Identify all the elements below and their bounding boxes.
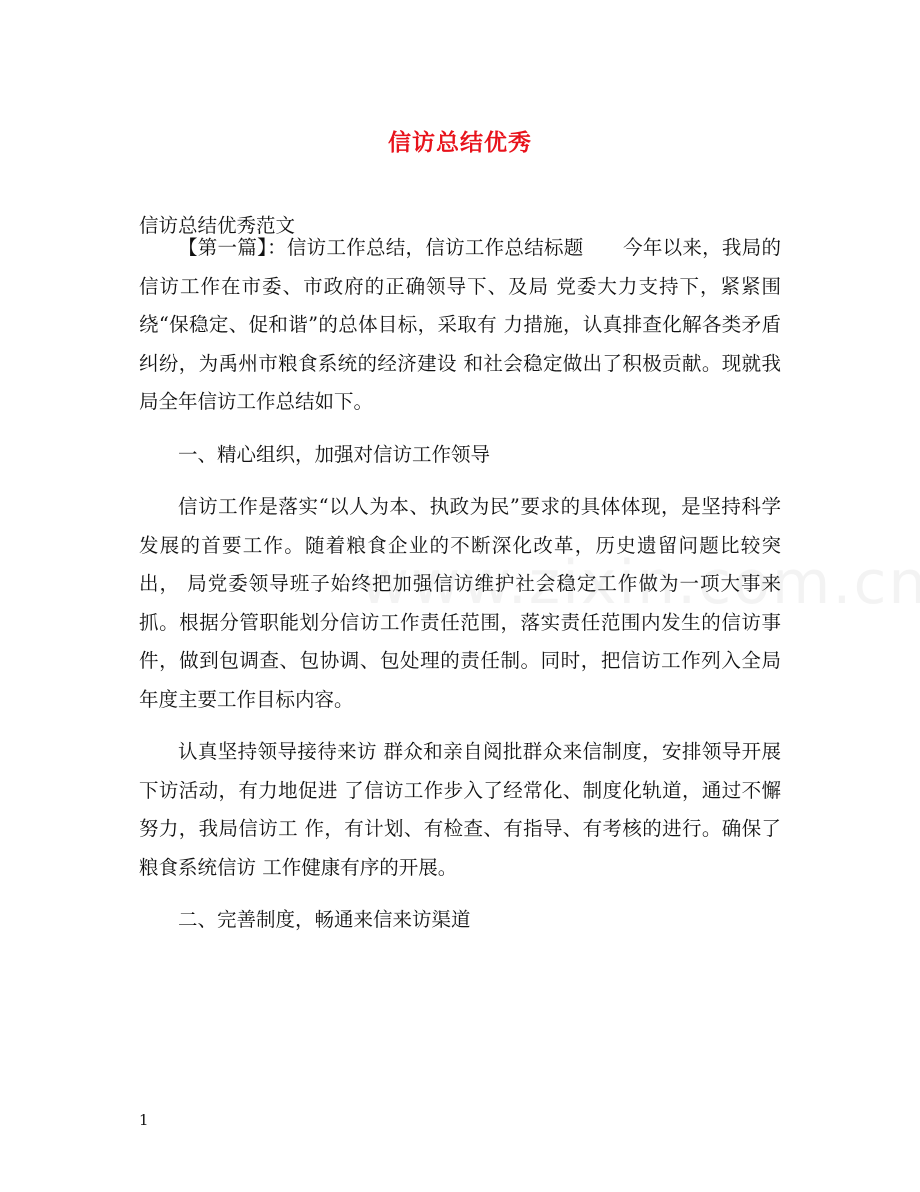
page-number: 1 — [139, 1111, 149, 1129]
document-body — [139, 229, 781, 940]
paragraph-intro: 【第一篇】：信访工作总结，信访工作总结标题 今年以来，我局的信访工作在市委、市政府的正确领导下、及局 党委大力支持下，紧紧围绕“保稳定、促和谐”的总体目标，采取有 力措施，认真排查化解各类矛盾纠纷，为禹州市粮食系统的经济建设 和社会稳定做出了积极贡献。现就我局全年信访工作总结如下。 — [139, 236, 781, 413]
document-subtitle: 信访总结优秀范文 — [139, 214, 296, 237]
document-title: 信访总结优秀 — [388, 129, 532, 156]
paragraph-section-1b: 认真坚持领导接待来访 群众和亲自阅批群众来信制度，安排领导开展下访活动，有力地促进 了信访工作步入了经常化、制度化轨道，通过不懈努力，我局信访工 作，有计划、有检查、有指导、有考核的进行。确保了粮食系统信访 工作健康有序的开展。 — [139, 740, 781, 879]
section-heading-1: 一、精心组织，加强对信访工作领导 — [178, 442, 491, 466]
paragraph-section-1: 信访工作是落实“以人为本、执政为民”要求的具体体现，是坚持科学发展的首要工作。随着粮食企业的不断深化改革，历史遗留问题比较突出， 局党委领导班子始终把加强信访维护社会稳定工作做为一项大事来抓。根据分管职能划分信访工作责任范围，落实责任范围内发生的信访事件，做到包调查、包协调、包处理的责任制。同时，把信访工作列入全局年度主要工作目标内容。 — [139, 495, 781, 711]
section-heading-2: 二、完善制度，畅通来信来访渠道 — [178, 908, 471, 931]
